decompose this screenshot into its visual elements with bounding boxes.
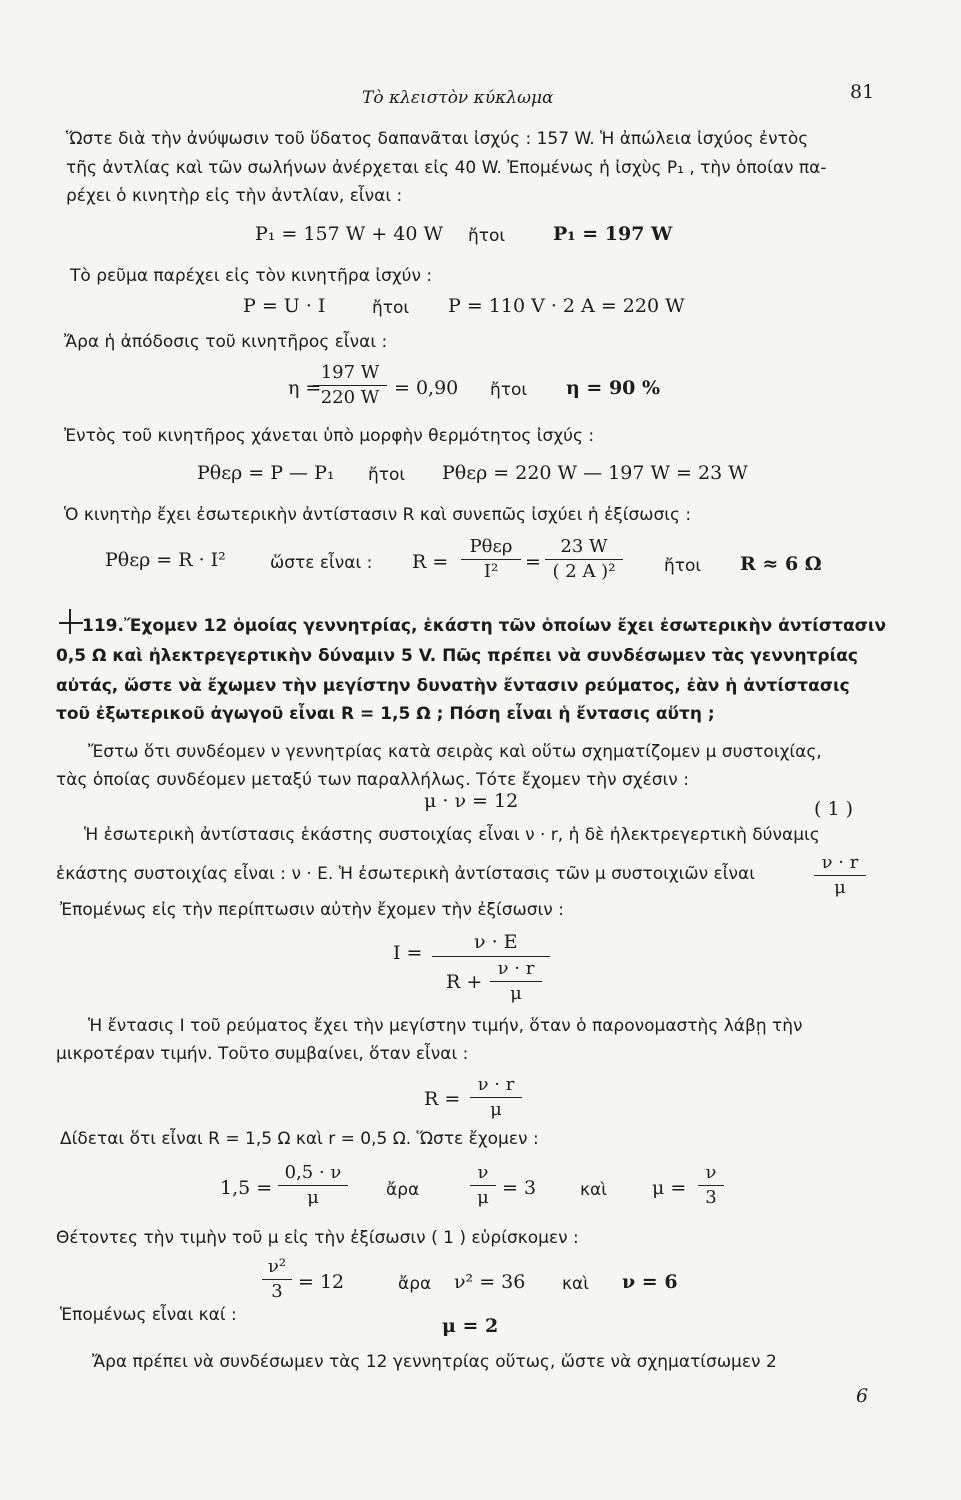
r-condition-fraction xyxy=(470,1074,522,1121)
current-eq-sub-den: μ xyxy=(510,983,522,1004)
r-eq-word1: ὥστε εἶναι : xyxy=(270,553,373,573)
eta-numerator: 197 W xyxy=(320,362,380,383)
eq-d-rhs: = 12 xyxy=(298,1271,345,1293)
signature-mark: 6 xyxy=(856,1385,869,1407)
solution-line-11: Ἄρα πρέπει νὰ συνδέσωμεν τὰς 12 γεννητρίας οὕτως, ὥστε νὰ σχηματίσωμεν 2 xyxy=(92,1352,777,1372)
eq-b-num: ν xyxy=(477,1162,489,1183)
solution-line-4: ἑκάστης συστοιχίας εἶναι : ν · E. Ἡ ἐσωτερικὴ ἀντίστασις τῶν μ συστοιχιῶν εἶναι xyxy=(56,864,755,884)
current-eq-denominator: R + xyxy=(446,971,483,993)
intro-line-3: ρέχει ὁ κινητὴρ εἰς τὴν ἀντλίαν, εἶναι : xyxy=(66,186,403,206)
r-eq-result: R ≈ 6 Ω xyxy=(740,553,822,575)
eq-a-num: 0,5 · ν xyxy=(284,1162,342,1183)
current-eq-lhs: I = xyxy=(393,942,423,964)
r-fraction-2 xyxy=(545,536,623,583)
equation-1-label: ( 1 ) xyxy=(814,798,853,820)
solution-line-3: Ἡ ἐσωτερικὴ ἀντίστασις ἑκάστης συστοιχίας εἶναι ν · r, ἡ δὲ ἠλεκτρεγερτικὴ δύναμις xyxy=(84,825,820,845)
eq-b-rhs: = 3 xyxy=(502,1177,537,1199)
eta-lhs: η = xyxy=(288,377,322,399)
r-fraction-2-num: 23 W xyxy=(560,536,608,557)
problem-line-4: τοῦ ἐξωτερικοῦ ἀγωγοῦ εἶναι R = 1,5 Ω ; Πόση εἶναι ἡ ἔντασις αὕτη ; xyxy=(56,704,715,724)
solution-line-7: μικροτέραν τιμήν. Τοῦτο συμβαίνει, ὅταν εἶναι : xyxy=(56,1044,469,1064)
solution-line-5: Ἐπομένως εἰς τὴν περίπτωσιν αὐτὴν ἔχομεν τὴν ἐξίσωσιν : xyxy=(60,900,564,920)
current-power-text: Τὸ ρεῦμα παρέχει εἰς τὸν κινητῆρα ἰσχύν : xyxy=(70,266,433,286)
eq-b-word: καὶ xyxy=(580,1180,607,1200)
inner-resistance-fraction xyxy=(814,852,866,899)
eq-d-final: ν = 6 xyxy=(622,1271,678,1293)
efficiency-text: Ἄρα ἡ ἀπόδοσις τοῦ κινητῆρος εἶναι : xyxy=(64,332,388,352)
intro-line-2: τῆς ἀντλίας καὶ τῶν σωλήνων ἀνέρχεται εἰς 40 W. Ἐπομένως ἡ ἰσχὺς P₁ , τὴν ὁποίαν πα- xyxy=(66,158,827,178)
eq-a-word: ἄρα xyxy=(386,1180,420,1200)
current-eq-sub-fraction xyxy=(490,958,542,1005)
r-condition-num: ν · r xyxy=(477,1074,515,1095)
solution-line-8: Δίδεται ὅτι εἶναι R = 1,5 Ω καὶ r = 0,5 Ω. Ὥστε ἔχομεν : xyxy=(60,1129,539,1149)
problem-line-2: 0,5 Ω καὶ ἠλεκτρεγερτικὴν δύναμιν 5 V. Πῶς πρέπει νὰ συνδέσωμεν τὰς γεννητρίας xyxy=(56,646,858,666)
eta-word: ἤτοι xyxy=(490,380,528,400)
resistance-text: Ὁ κινητὴρ ἔχει ἐσωτερικὴν ἀντίστασιν R καὶ συνεπῶς ἰσχύει ἡ ἐξίσωσις : xyxy=(64,505,692,525)
fraction-bar xyxy=(470,1185,496,1186)
eq-c-den: 3 xyxy=(705,1187,717,1208)
r-eq-left: Pθερ = R · I² xyxy=(105,549,226,571)
problem-number: 119. xyxy=(82,616,124,636)
page-number: 81 xyxy=(850,81,875,103)
eq-a-lhs: 1,5 = xyxy=(220,1177,273,1199)
fraction-bar xyxy=(814,875,866,876)
eq-a-den: μ xyxy=(307,1187,319,1208)
eq-c-lhs: μ = xyxy=(652,1177,687,1199)
equation-p-left: P = U · I xyxy=(243,295,326,317)
inner-resistance-num: ν · r xyxy=(821,852,859,873)
eq-d-word2: καὶ xyxy=(562,1274,589,1294)
equation-1: μ · ν = 12 xyxy=(424,790,519,812)
equation-mu: μ = 2 xyxy=(442,1315,499,1337)
eq-d-result: ν² = 36 xyxy=(454,1271,526,1293)
r-fraction-1-num: Pθερ xyxy=(469,536,513,557)
solution-line-6: Ἡ ἔντασις I τοῦ ρεύματος ἔχει τὴν μεγίστην τιμήν, ὅταν ὁ παρονομαστὴς λάβῃ τὴν xyxy=(88,1016,803,1036)
r-eq-word2: ἤτοι xyxy=(664,556,702,576)
current-eq-numerator: ν · E xyxy=(474,931,518,953)
inner-resistance-den: μ xyxy=(834,877,846,898)
fraction-bar xyxy=(470,1097,522,1098)
problem-line-1: Ἔχομεν 12 ὁμοίας γεννητρίας, ἑκάστη τῶν ὁποίων ἔχει ἐσωτερικὴν ἀντίστασιν xyxy=(124,616,887,636)
problem-line-3: αὐτάς, ὥστε νὰ ἔχωμεν τὴν μεγίστην δυνατὴν ἔντασιν ρεύματος, ἐὰν ἡ ἀντίστασις xyxy=(56,676,850,696)
heat-eq-right: Pθερ = 220 W — 197 W = 23 W xyxy=(442,462,748,484)
fraction-bar xyxy=(698,1185,724,1186)
eq-b-fraction xyxy=(470,1162,496,1209)
eq-b-den: μ xyxy=(477,1187,489,1208)
intro-line-1: Ὥστε διὰ τὴν ἀνύψωσιν τοῦ ὕδατος δαπανᾶται ἰσχύς : 157 W. Ἡ ἀπώλεια ἰσχύος ἐντὸς xyxy=(66,129,809,149)
eta-result: η = 90 % xyxy=(566,377,661,399)
r-condition-den: μ xyxy=(490,1099,502,1120)
current-eq-sub-num: ν · r xyxy=(497,958,535,979)
fraction-bar xyxy=(490,981,542,982)
r-fraction-2-den: ( 2 A )² xyxy=(552,561,616,582)
fraction-bar xyxy=(432,956,550,957)
eta-denominator: 220 W xyxy=(320,387,380,408)
eq-d-den: 3 xyxy=(271,1281,283,1302)
eta-fraction xyxy=(313,362,387,409)
eq-d-fraction xyxy=(262,1256,292,1303)
eq-c-fraction xyxy=(698,1162,724,1209)
solution-line-2: τὰς ὁποίας συνδέομεν μεταξύ των παραλλήλως. Τότε ἔχομεν τὴν σχέσιν : xyxy=(56,770,689,790)
heat-eq-left: Pθερ = P — P₁ xyxy=(197,462,335,484)
equation-p1-word: ἤτοι xyxy=(468,226,506,246)
eq-a-fraction xyxy=(278,1162,348,1209)
r-fraction-1-den: I² xyxy=(483,561,499,582)
fraction-bar xyxy=(262,1279,292,1280)
r-fraction-1 xyxy=(461,536,521,583)
r-eq-lhs: R = xyxy=(412,551,449,573)
solution-line-1: Ἔστω ὅτι συνδέομεν ν γεννητρίας κατὰ σειρὰς καὶ οὕτω σχηματίζομεν μ συστοιχίας, xyxy=(88,742,822,762)
heat-loss-text: Ἐντὸς τοῦ κινητῆρος χάνεται ὑπὸ μορφὴν θερμότητος ἰσχύς : xyxy=(64,426,595,446)
r-condition-lhs: R = xyxy=(424,1088,461,1110)
eta-rhs: = 0,90 xyxy=(394,377,459,399)
solution-line-10: Ἑπομένως εἶναι καί : xyxy=(60,1305,237,1325)
eq-c-num: ν xyxy=(705,1162,717,1183)
equation-p-word: ἤτοι xyxy=(372,298,410,318)
equation-p1-left: P₁ = 157 W + 40 W xyxy=(255,223,443,245)
equation-p1-result: P₁ = 197 W xyxy=(553,223,673,245)
running-title: Τὸ κλειστὸν κύκλωμα xyxy=(362,88,554,108)
eq-d-num: ν² xyxy=(267,1256,287,1277)
solution-line-9: Θέτοντες τὴν τιμὴν τοῦ μ εἰς τὴν ἐξίσωσιν ( 1 ) εὑρίσκομεν : xyxy=(56,1228,579,1248)
r-eq-equals: = xyxy=(525,551,541,573)
fraction-bar xyxy=(278,1185,348,1186)
fraction-bar xyxy=(313,385,387,386)
fraction-bar xyxy=(461,559,521,560)
heat-eq-word: ἤτοι xyxy=(368,465,406,485)
fraction-bar xyxy=(545,559,623,560)
equation-p-right: P = 110 V · 2 A = 220 W xyxy=(448,295,685,317)
eq-d-word: ἄρα xyxy=(398,1274,432,1294)
